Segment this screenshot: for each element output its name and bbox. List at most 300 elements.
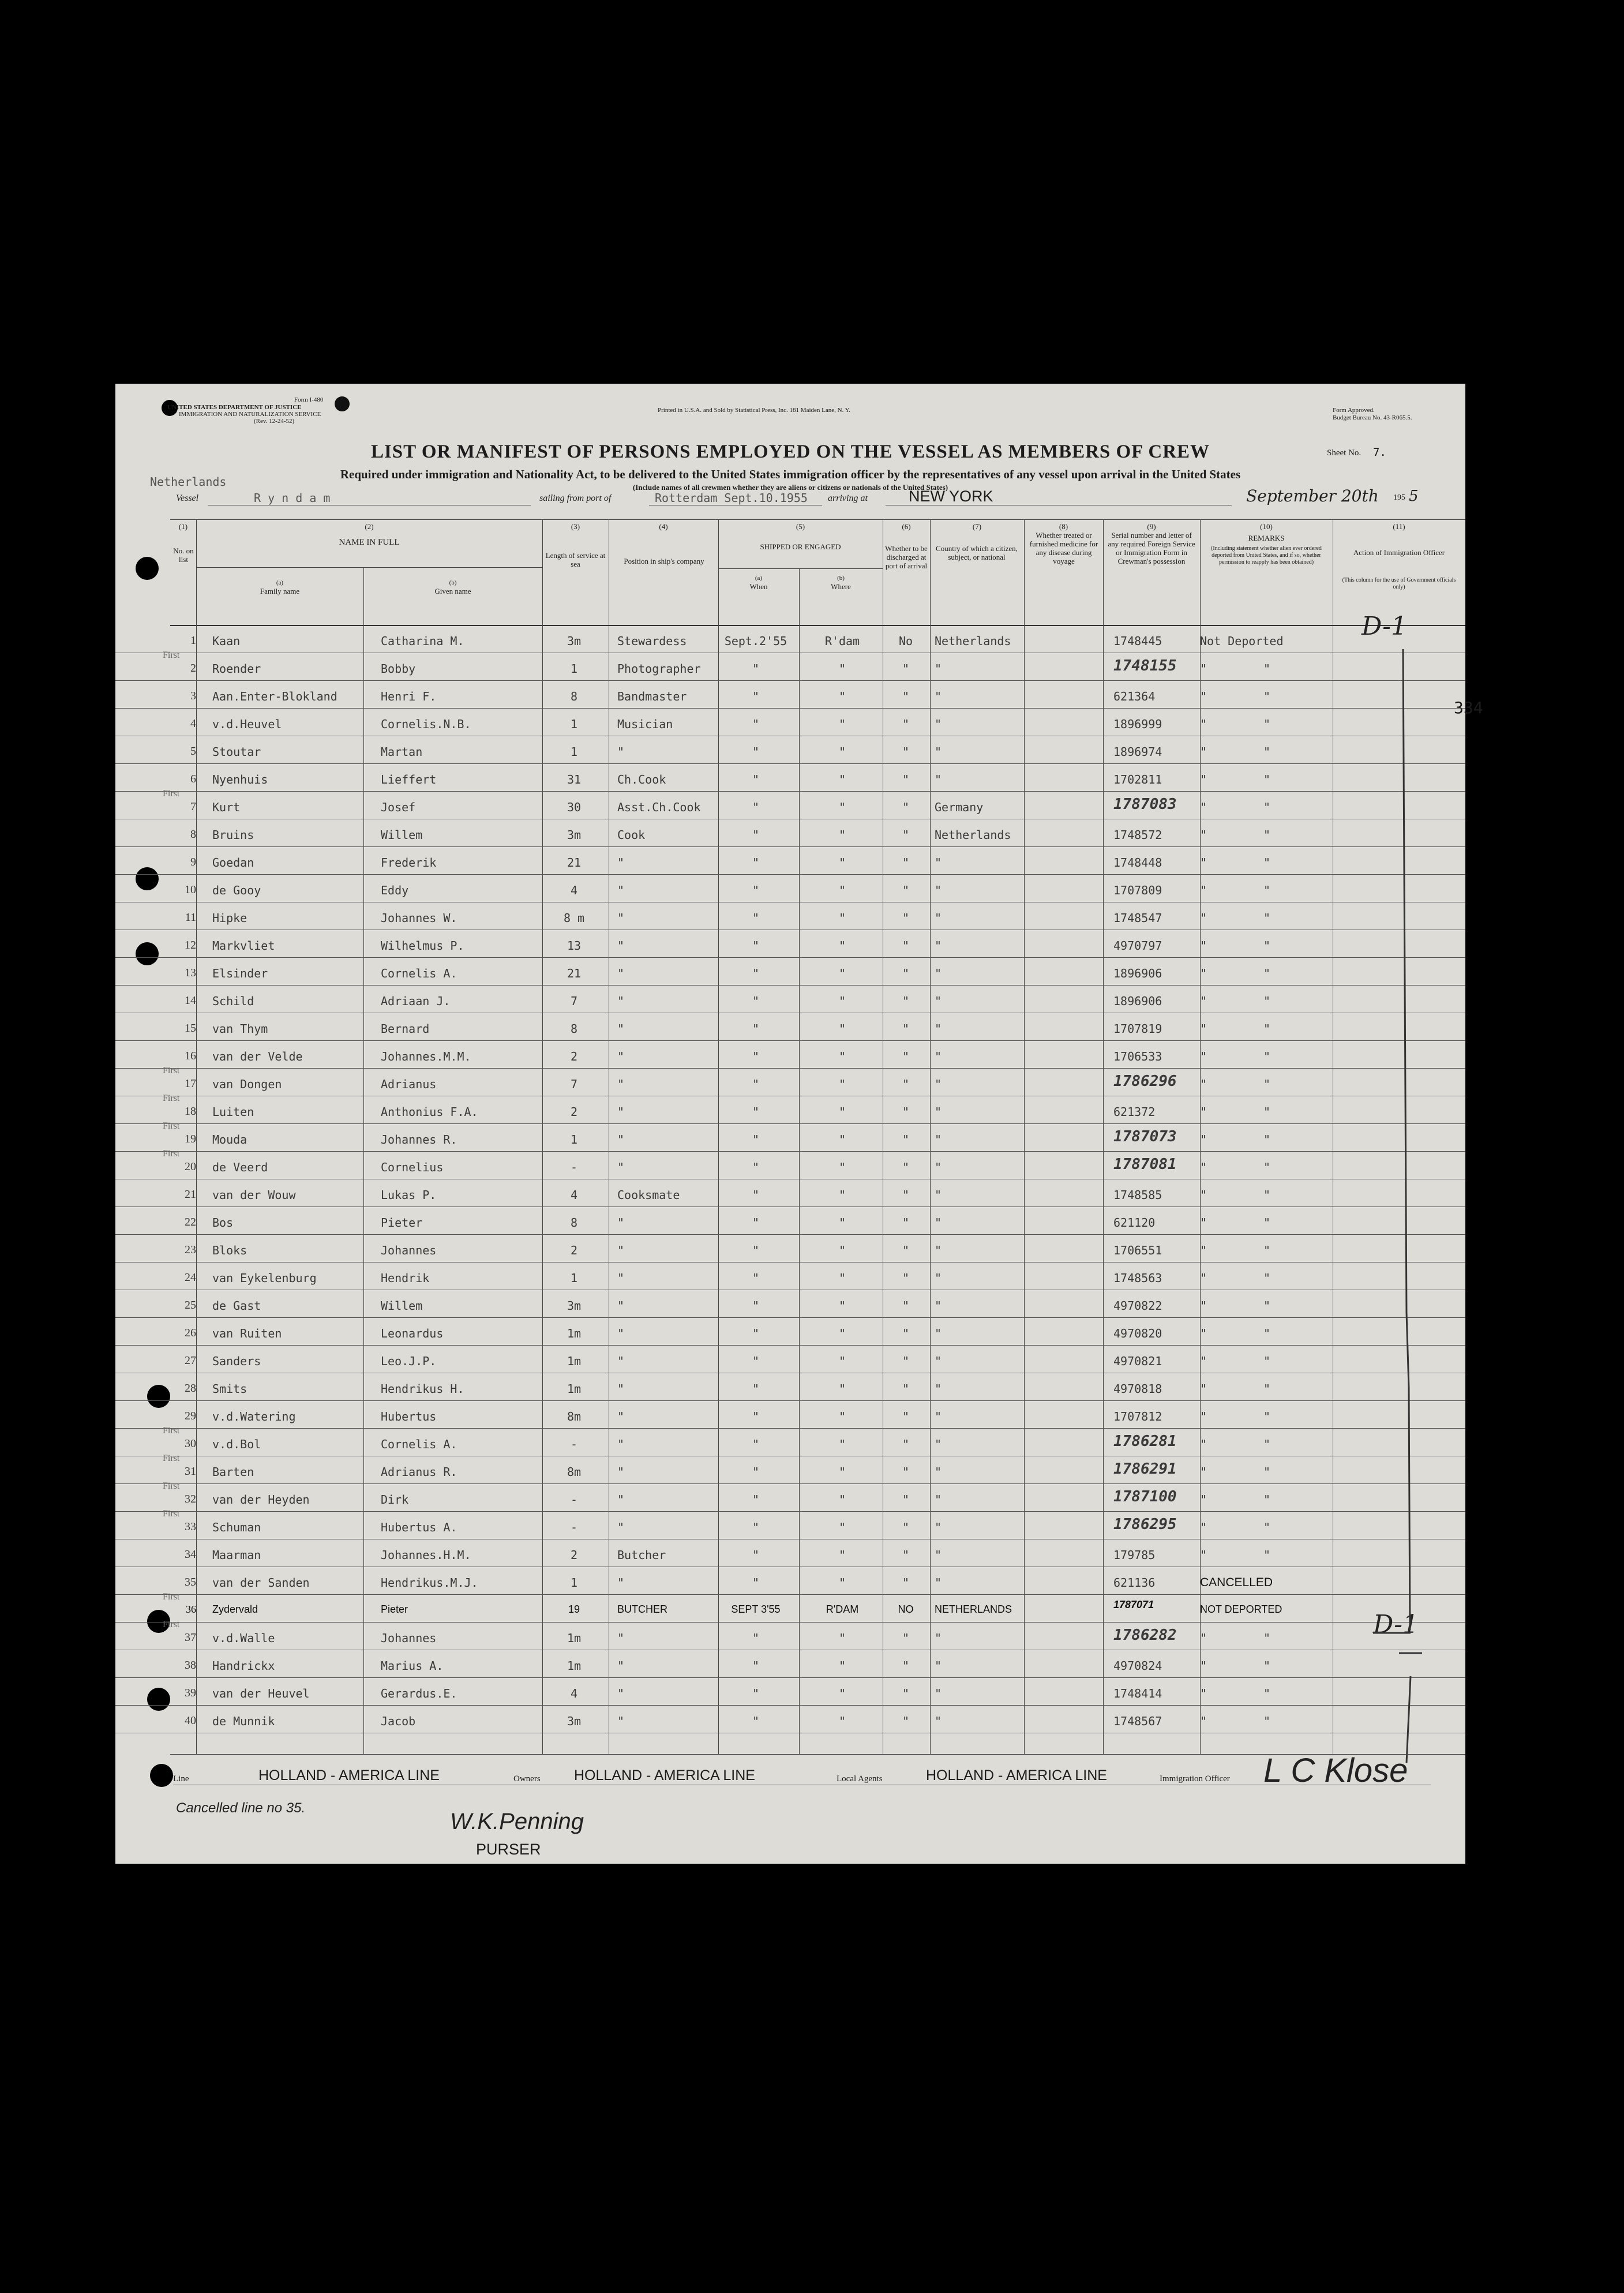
family-name: Hipke <box>212 911 247 925</box>
given-name: Johannes.M.M. <box>381 1050 471 1063</box>
country: " <box>935 1327 942 1340</box>
table-row <box>115 625 1465 653</box>
arriving-label: arriving at <box>828 493 868 503</box>
shipped-where: " <box>838 800 846 814</box>
sheet-number: 7. <box>1373 446 1386 459</box>
col-head-when: When <box>749 582 768 591</box>
remarks-ditto: " <box>1263 1271 1271 1285</box>
country: " <box>935 1631 942 1645</box>
position: " <box>617 1437 625 1451</box>
row-number: 9 <box>190 856 196 868</box>
shipped-when: " <box>752 1382 760 1396</box>
shipped-when: " <box>752 1050 760 1063</box>
col-head-country: Country of which a citizen, subject, or national <box>936 544 1018 561</box>
length-of-service: 2 <box>570 1243 578 1257</box>
country: " <box>935 1188 942 1202</box>
length-of-service: - <box>570 1160 578 1174</box>
serial-number: 1896999 <box>1113 717 1162 731</box>
footer-line: HOLLAND - AMERICA LINE <box>258 1767 440 1784</box>
remarks-ditto: " <box>1263 1714 1271 1728</box>
discharged: " <box>902 966 910 980</box>
length-of-service: 3m <box>567 1714 582 1728</box>
shipped-where: " <box>838 1160 846 1174</box>
position: " <box>617 1465 625 1479</box>
shipped-when: " <box>752 1465 760 1479</box>
position: " <box>617 994 625 1008</box>
length-of-service: - <box>570 1520 578 1534</box>
country: " <box>935 1714 942 1728</box>
given-name: Wilhelmus P. <box>381 939 464 953</box>
family-name: Sanders <box>212 1354 261 1368</box>
country: " <box>935 1520 942 1534</box>
country: NETHERLANDS <box>935 1603 1012 1615</box>
shipped-when: " <box>752 939 760 953</box>
table-row <box>115 791 1465 819</box>
remarks: " <box>1200 1271 1207 1285</box>
serial-number: 4970797 <box>1113 939 1162 953</box>
shipped-when: " <box>752 828 760 842</box>
length-of-service: 1 <box>570 1576 578 1590</box>
col-head-when-letter: (a) <box>755 575 763 582</box>
length-of-service: 21 <box>567 856 582 870</box>
table-row <box>115 1373 1465 1401</box>
table-row <box>115 1262 1465 1290</box>
length-of-service: 1 <box>570 717 578 731</box>
discharged: " <box>902 1410 910 1423</box>
shipped-when: " <box>752 662 760 676</box>
length-of-service: 1m <box>567 1631 582 1645</box>
col-num-10: (10) <box>1260 522 1273 531</box>
table-row <box>115 1151 1465 1179</box>
length-of-service: 2 <box>570 1548 578 1562</box>
remarks-ditto: " <box>1263 1077 1271 1091</box>
length-of-service: 4 <box>570 883 578 897</box>
discharged: " <box>902 1576 910 1590</box>
given-name: Pieter <box>381 1603 408 1615</box>
family-name: Stoutar <box>212 745 261 759</box>
discharged: " <box>902 1659 910 1673</box>
shipped-when: " <box>752 1105 760 1119</box>
row-number: 34 <box>185 1548 196 1561</box>
row-number: 10 <box>185 883 196 896</box>
row-number: 3 <box>190 690 196 702</box>
length-of-service: - <box>570 1493 578 1507</box>
family-name: Goedan <box>212 856 254 870</box>
sailing-label: sailing from port of <box>539 493 612 503</box>
length-of-service: 7 <box>570 1077 578 1091</box>
remarks: " <box>1200 1299 1207 1313</box>
serial-number: 1786291 <box>1113 1460 1177 1478</box>
shipped-where: " <box>838 1631 846 1645</box>
table-row <box>115 930 1465 958</box>
length-of-service: 4 <box>570 1188 578 1202</box>
country: " <box>935 1160 942 1174</box>
position: " <box>617 1354 625 1368</box>
shipped-where: " <box>838 1271 846 1285</box>
serial-number: 1786281 <box>1113 1433 1177 1450</box>
table-row <box>115 680 1465 709</box>
shipped-where: " <box>838 1354 846 1368</box>
punch-hole-2 <box>136 557 159 580</box>
country: " <box>935 1271 942 1285</box>
given-name: Lukas P. <box>381 1188 437 1202</box>
col-num-1: (1) <box>178 522 188 531</box>
shipped-when: " <box>752 1299 760 1313</box>
position: Musician <box>617 717 673 731</box>
remarks: CANCELLED <box>1200 1576 1273 1589</box>
serial-number: 4970824 <box>1113 1659 1162 1673</box>
country: " <box>935 1299 942 1313</box>
length-of-service: 1 <box>570 1133 578 1146</box>
first-trip-mark: First <box>163 1453 180 1463</box>
discharged: " <box>902 1520 910 1534</box>
given-name: Hendrikus.M.J. <box>381 1576 478 1590</box>
col-head-given: Given name <box>434 587 471 595</box>
remarks-ditto: " <box>1263 828 1271 842</box>
position: " <box>617 1216 625 1230</box>
shipped-where: " <box>838 773 846 786</box>
remarks-ditto: " <box>1263 1243 1271 1257</box>
family-name: v.d.Bol <box>212 1437 261 1451</box>
first-trip-mark: First <box>163 1620 180 1629</box>
shipped-when: " <box>752 966 760 980</box>
position: Stewardess <box>617 634 687 648</box>
serial-number: 1707809 <box>1113 883 1162 897</box>
family-name: van der Heuvel <box>212 1687 310 1700</box>
country: " <box>935 1105 942 1119</box>
position: " <box>617 1493 625 1507</box>
remarks: " <box>1200 717 1207 731</box>
family-name: Smits <box>212 1382 247 1396</box>
remarks: " <box>1200 1714 1207 1728</box>
remarks: " <box>1200 1077 1207 1091</box>
shipped-where: " <box>838 745 846 759</box>
family-name: Schuman <box>212 1520 261 1534</box>
given-name: Willem <box>381 1299 423 1313</box>
family-name: Kaan <box>212 634 241 648</box>
position: " <box>617 1327 625 1340</box>
remarks-ditto: " <box>1263 1493 1271 1507</box>
position: " <box>617 966 625 980</box>
table-row <box>115 1622 1465 1650</box>
col-head-length: Length of service at sea <box>545 551 606 568</box>
country: " <box>935 1382 942 1396</box>
remarks: " <box>1200 662 1207 676</box>
position: " <box>617 856 625 870</box>
given-name: Hendrikus H. <box>381 1382 464 1396</box>
country: " <box>935 1548 942 1562</box>
discharged: " <box>902 856 910 870</box>
family-name: Aan.Enter-Blokland <box>212 690 337 703</box>
shipped-where: " <box>838 1382 846 1396</box>
position: " <box>617 883 625 897</box>
table-row <box>115 708 1465 736</box>
remarks: " <box>1200 745 1207 759</box>
punch-hole-8 <box>150 1764 173 1787</box>
table-row <box>115 763 1465 792</box>
remarks: " <box>1200 1327 1207 1340</box>
given-name: Frederik <box>381 856 437 870</box>
form-number: Form I-480 <box>294 396 324 403</box>
family-name: Bos <box>212 1216 234 1230</box>
officer-signature: L C Klose <box>1263 1752 1408 1789</box>
family-name: van der Velde <box>212 1050 303 1063</box>
given-name: Jacob <box>381 1714 416 1728</box>
col-num-11: (11) <box>1393 522 1405 531</box>
serial-number: 1748567 <box>1113 1714 1162 1728</box>
col-head-action-note: (This column for the use of Government officials only) <box>1342 577 1456 590</box>
action-bracket-lines <box>1338 638 1465 1763</box>
col-num-6: (6) <box>902 522 911 531</box>
row-number: 15 <box>185 1022 196 1035</box>
remarks-ditto: " <box>1263 994 1271 1008</box>
shipped-where: " <box>838 1714 846 1728</box>
remarks: " <box>1200 1105 1207 1119</box>
serial-number: 1748445 <box>1113 634 1162 648</box>
given-name: Anthonius F.A. <box>381 1105 478 1119</box>
remarks-ditto: " <box>1263 1631 1271 1645</box>
row-number: 1 <box>190 634 196 647</box>
length-of-service: 1 <box>570 745 578 759</box>
family-name: van Thym <box>212 1022 268 1036</box>
remarks-ditto: " <box>1263 1105 1271 1119</box>
shipped-where: " <box>838 1687 846 1700</box>
shipped-when: " <box>752 1548 760 1562</box>
country: " <box>935 1243 942 1257</box>
discharged: " <box>902 1548 910 1562</box>
remarks: " <box>1200 1133 1207 1146</box>
position: Cook <box>617 828 646 842</box>
length-of-service: 8 <box>570 690 578 703</box>
remarks: " <box>1200 773 1207 786</box>
shipped-where: " <box>838 1299 846 1313</box>
row-number: 35 <box>185 1576 196 1588</box>
discharged: " <box>902 911 910 925</box>
shipped-where: " <box>838 1576 846 1590</box>
position: Butcher <box>617 1548 666 1562</box>
row-number: 12 <box>185 939 196 951</box>
table-row <box>115 650 1465 681</box>
serial-number: 1896974 <box>1113 745 1162 759</box>
family-name: Bloks <box>212 1243 247 1257</box>
remarks: " <box>1200 939 1207 953</box>
table-row <box>115 1483 1465 1512</box>
given-name: Gerardus.E. <box>381 1687 457 1700</box>
given-name: Leo.J.P. <box>381 1354 437 1368</box>
shipped-where: " <box>838 1410 846 1423</box>
serial-number: 1707819 <box>1113 1022 1162 1036</box>
row-number: 14 <box>185 994 196 1007</box>
col-head-remarks: REMARKS <box>1248 534 1285 542</box>
shipped-where: " <box>838 1327 846 1340</box>
arrival-year-prefix: 195 <box>1393 493 1405 502</box>
table-row <box>115 1567 1465 1595</box>
discharged: No <box>898 634 913 648</box>
shipped-when: SEPT 3'55 <box>731 1603 781 1615</box>
serial-number: 1786282 <box>1113 1627 1177 1644</box>
discharged: " <box>902 994 910 1008</box>
shipped-where: " <box>838 1050 846 1063</box>
family-name: Elsinder <box>212 966 268 980</box>
position: " <box>617 745 625 759</box>
table-row <box>115 985 1465 1013</box>
first-trip-mark: First <box>163 1481 180 1491</box>
col-num-4: (4) <box>659 522 668 531</box>
printer-note: Printed in U.S.A. and Sold by Statistical Press, Inc. 181 Maiden Lane, N. Y. <box>658 407 850 414</box>
remarks-ditto: " <box>1263 911 1271 925</box>
discharged: " <box>902 883 910 897</box>
discharged: " <box>902 1382 910 1396</box>
discharged: " <box>902 1493 910 1507</box>
table-row <box>115 1290 1465 1318</box>
remarks: " <box>1200 1382 1207 1396</box>
given-name: Johannes W. <box>381 911 457 925</box>
row-number: 6 <box>190 773 196 785</box>
shipped-where: " <box>838 1133 846 1146</box>
shipped-where: " <box>838 911 846 925</box>
country: " <box>935 1077 942 1091</box>
length-of-service: 8 <box>570 1022 578 1036</box>
remarks: " <box>1200 828 1207 842</box>
action-mark-mid: D-1 <box>1373 1610 1419 1639</box>
discharged: " <box>902 1354 910 1368</box>
country: " <box>935 717 942 731</box>
col-head-serial: Serial number and letter of any required Foreign Service or Immigration Form in Crewman's possession <box>1108 531 1195 565</box>
remarks-ditto: " <box>1263 662 1271 676</box>
length-of-service: 8m <box>567 1410 582 1423</box>
shipped-when: " <box>752 994 760 1008</box>
length-of-service: 8m <box>567 1465 582 1479</box>
serial-number: 621364 <box>1113 690 1156 703</box>
position: " <box>617 911 625 925</box>
remarks: Not Deported <box>1200 634 1284 648</box>
manifest-sheet <box>115 384 1483 1864</box>
table-row <box>115 1428 1465 1456</box>
remarks: " <box>1200 1631 1207 1645</box>
serial-number: 1706551 <box>1113 1243 1162 1257</box>
table-row <box>115 819 1465 847</box>
family-name: Zydervald <box>212 1603 258 1615</box>
position: " <box>617 1133 625 1146</box>
col-head-where-letter: (b) <box>837 575 845 582</box>
family-name: de Munnik <box>212 1714 275 1728</box>
row-number: 27 <box>185 1354 196 1367</box>
page-subtitle-note: (Include names of all crewmen whether they are aliens or citizens or nationals of the United States) <box>632 483 948 492</box>
family-name: de Gooy <box>212 883 261 897</box>
discharged: " <box>902 1299 910 1313</box>
serial-number: 621136 <box>1113 1576 1156 1590</box>
given-name: Henri F. <box>381 690 437 703</box>
shipped-where: " <box>838 1465 846 1479</box>
length-of-service: 13 <box>567 939 582 953</box>
arrival-date: September 20th <box>1246 486 1379 505</box>
discharged: " <box>902 1216 910 1230</box>
serial-number: 621372 <box>1113 1105 1156 1119</box>
length-of-service: 31 <box>567 773 582 786</box>
remarks-ditto: " <box>1263 1687 1271 1700</box>
budget-bureau: Budget Bureau No. 43-R065.5. <box>1333 414 1412 421</box>
shipped-where: " <box>838 994 846 1008</box>
family-name: Mouda <box>212 1133 247 1146</box>
length-of-service: 1m <box>567 1327 582 1340</box>
shipped-where: " <box>838 1188 846 1202</box>
remarks: " <box>1200 883 1207 897</box>
remarks-ditto: " <box>1263 966 1271 980</box>
length-of-service: 1 <box>570 1271 578 1285</box>
discharged: " <box>902 773 910 786</box>
remarks: " <box>1200 856 1207 870</box>
remarks-ditto: " <box>1263 939 1271 953</box>
shipped-where: R'dam <box>824 634 860 648</box>
shipped-where: R'DAM <box>826 1603 859 1615</box>
discharged: " <box>902 1050 910 1063</box>
given-name: Hubertus <box>381 1410 437 1423</box>
col-head-discharged: Whether to be discharged at port of arrival <box>885 544 928 570</box>
country: " <box>935 1659 942 1673</box>
sailing-port: Rotterdam Sept.10.1955 <box>655 491 808 505</box>
given-name: Adriaan J. <box>381 994 451 1008</box>
position: " <box>617 1050 625 1063</box>
family-name: Luiten <box>212 1105 254 1119</box>
shipped-when: " <box>752 1714 760 1728</box>
family-name: Bruins <box>212 828 254 842</box>
given-name: Eddy <box>381 883 409 897</box>
row-number: 19 <box>185 1133 196 1145</box>
position: Asst.Ch.Cook <box>617 800 701 814</box>
serial-number: 1787073 <box>1113 1128 1177 1145</box>
given-name: Marius A. <box>381 1659 444 1673</box>
serial-number: 1787083 <box>1113 796 1177 813</box>
discharged: " <box>902 1714 910 1728</box>
action-mark-top: D-1 <box>1362 612 1407 641</box>
given-name: Adrianus <box>381 1077 437 1091</box>
table-row <box>115 1123 1465 1152</box>
length-of-service: 8 m <box>563 911 585 925</box>
position: " <box>617 1077 625 1091</box>
remarks: NOT DEPORTED <box>1200 1603 1282 1615</box>
table-row <box>115 902 1465 930</box>
country: Netherlands <box>935 828 1011 842</box>
remarks: " <box>1200 1548 1207 1562</box>
given-name: Bernard <box>381 1022 430 1036</box>
footer-agents-label: Local Agents <box>837 1774 883 1784</box>
given-name: Cornelis A. <box>381 966 457 980</box>
country: " <box>935 1576 942 1590</box>
family-name: Maarman <box>212 1548 261 1562</box>
serial-number: 1786295 <box>1113 1516 1177 1533</box>
remarks-ditto: " <box>1263 856 1271 870</box>
row-number: 5 <box>190 745 196 758</box>
shipped-where: " <box>838 1105 846 1119</box>
row-number: 8 <box>190 828 196 841</box>
row-number: 2 <box>190 662 196 675</box>
position: " <box>617 1243 625 1257</box>
table-row <box>115 1677 1465 1706</box>
shipped-where: " <box>838 1077 846 1091</box>
discharged: " <box>902 662 910 676</box>
length-of-service: 3m <box>567 634 582 648</box>
remarks: " <box>1200 1465 1207 1479</box>
shipped-where: " <box>838 856 846 870</box>
table-row <box>115 1207 1465 1235</box>
length-of-service: - <box>570 1437 578 1451</box>
col-num-3: (3) <box>571 522 580 531</box>
shipped-where: " <box>838 1520 846 1534</box>
shipped-when: " <box>752 1576 760 1590</box>
first-trip-mark: First <box>163 1066 180 1076</box>
table-row <box>115 874 1465 902</box>
remarks: " <box>1200 1160 1207 1174</box>
